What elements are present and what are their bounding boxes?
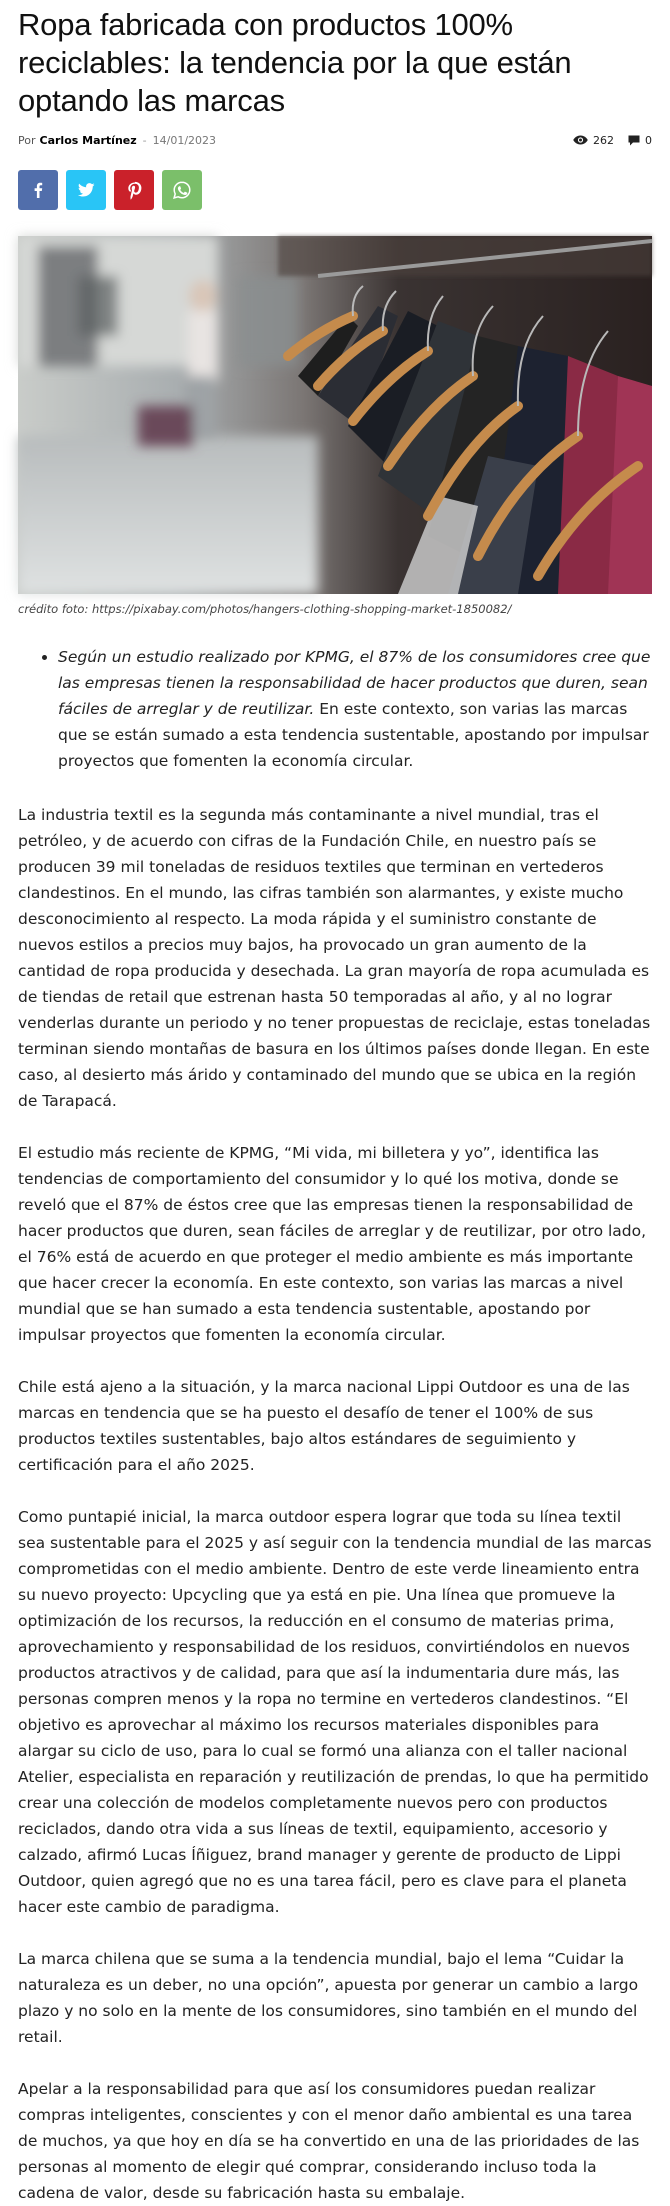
- views-count: 262: [593, 133, 614, 147]
- pinterest-icon: [128, 182, 141, 199]
- share-buttons: [18, 170, 652, 210]
- publish-date: 14/01/2023: [152, 133, 217, 147]
- article-meta: [18, 132, 652, 148]
- comments-counter[interactable]: [628, 134, 652, 147]
- pinterest-share-button[interactable]: [114, 170, 154, 210]
- whatsapp-icon: [173, 181, 191, 199]
- comments-count: 0: [645, 133, 652, 147]
- eye-icon: [573, 135, 588, 145]
- summary-bullet-italic: Según un estudio realizado por KPMG, el 87% de los consumidores cree que las empresas tienen la responsabilidad de hacer productos que duren, sean fáciles de arreglar y de reutilizar.: [58, 648, 651, 718]
- summary-bullets: [18, 644, 652, 774]
- paragraph-3: Chile está ajeno a la situación, y la marca nacional Lippi Outdoor es una de las marcas en tendencia que se ha puesto el desafío de tener el 100% de sus productos textiles sustentables, bajo altos estándares de seguimiento y certificación para el año 2025.: [18, 1378, 630, 1474]
- clothing-rack-photo: [18, 236, 652, 594]
- paragraph-1: La industria textil es la segunda más contaminante a nivel mundial, tras el petróleo, y de acuerdo con cifras de la Fundación Chile, en nuestro país se producen 39 mil toneladas de residuos textiles que terminan en vertederos clandestinos. En el mundo, las cifras también son alarmantes, y existe mucho desconocimiento al respecto. La moda rápida y el suministro constante de nuevos estilos a precios muy bajos, ha provocado un gran aumento de la cantidad de ropa producida y desechada. La gran mayoría de ropa acumulada es de tiendas de retail que estrenan hasta 50 temporadas al año, y al no lograr venderlas durante un periodo y no tener propuestas de reciclaje, estas toneladas terminan siendo montañas de basura en los últimos países donde llegan. En este caso, al desierto más árido y contaminado del mundo que se ubica en la región de Tarapacá.: [18, 806, 651, 1110]
- paragraph-4: Como puntapié inicial, la marca outdoor espera lograr que toda su línea textil sea sustentable para el 2025 y así seguir con la tendencia mundial de las marcas comprometidas con el medio ambiente. Dentro de este verde lineamiento entra su nuevo proyecto: Upcycling que ya está en pie. Una línea que promueve la optimización de los recursos, la reducción en el consumo de materias prima, aprovechamiento y responsabilidad de los residuos, convirtiéndolos en nuevos productos atractivos y de calidad, para que así la indumentaria dure más, las personas compren menos y la ropa no termine en vertederos clandestinos. “El objetivo es aprovechar al máximo los recursos materiales disponibles para alargar su ciclo de uso, para lo cual se formó una alianza con el taller nacional Atelier, especialista en reparación y reutilización de prendas, lo que ha permitido crear una colección de modelos completamente nuevos pero con productos reciclados, dando otra vida a sus líneas de textil, equipamiento, accesorio y calzado, afirmó Lucas Íñiguez, brand manager y gerente de producto de Lippi Outdoor, quien agregó que no es una tarea fácil, pero es clave para el planeta hacer este cambio de paradigma.: [18, 1508, 652, 1916]
- image-caption: crédito foto: https://pixabay.com/photos/hangers-clothing-shopping-market-1850082/: [18, 602, 512, 616]
- twitter-share-button[interactable]: [66, 170, 106, 210]
- facebook-share-button[interactable]: [18, 170, 58, 210]
- hero-image: [18, 236, 652, 594]
- article-title: Ropa fabricada con productos 100% reciclables: la tendencia por la que están optando las marcas: [18, 7, 572, 118]
- meta-separator: -: [142, 133, 147, 147]
- paragraph-6: Apelar a la responsabilidad para que así los consumidores puedan realizar compras inteligentes, conscientes y con el menor daño ambiental es una tarea de muchos, ya que hoy en día se ha convertido en una de las prioridades de las personas al momento de elegir qué comprar, considerando incluso toda la cadena de valor, desde su fabricación hasta su embalaje.: [18, 2080, 640, 2202]
- twitter-icon: [78, 183, 95, 197]
- comment-icon: [628, 135, 640, 146]
- author-link[interactable]: Carlos Martínez: [39, 133, 137, 147]
- facebook-icon: [33, 182, 43, 198]
- article-body: [18, 644, 652, 2206]
- whatsapp-share-button[interactable]: [162, 170, 202, 210]
- summary-bullet-rest: En este contexto, son varias las marcas que se están sumado a esta tendencia sustentable, apostando por impulsar proyectos que fomenten la economía circular.: [58, 700, 649, 770]
- byline-prefix: Por: [18, 133, 36, 147]
- paragraph-5: La marca chilena que se suma a la tendencia mundial, bajo el lema “Cuidar la naturaleza es un deber, no una opción”, apuesta por generar un cambio a largo plazo y no solo en la mente de los consumidores, sino también en el mundo del retail.: [18, 1950, 639, 2046]
- paragraph-2: El estudio más reciente de KPMG, “Mi vida, mi billetera y yo”, identifica las tendencias de comportamiento del consumidor y lo qué los motiva, donde se reveló que el 87% de éstos cree que las empresas tienen la responsabilidad de hacer productos que duren, sean fáciles de arreglar y de reutilizar, por otro lado, el 76% está de acuerdo en que proteger el medio ambiente es más importante que hacer crecer la economía. En este contexto, son varias las marcas a nivel mundial que se han sumado a esta tendencia sustentable, apostando por impulsar proyectos que fomenten la economía circular.: [18, 1144, 647, 1344]
- views-counter: [573, 134, 614, 147]
- summary-bullet: [58, 644, 652, 774]
